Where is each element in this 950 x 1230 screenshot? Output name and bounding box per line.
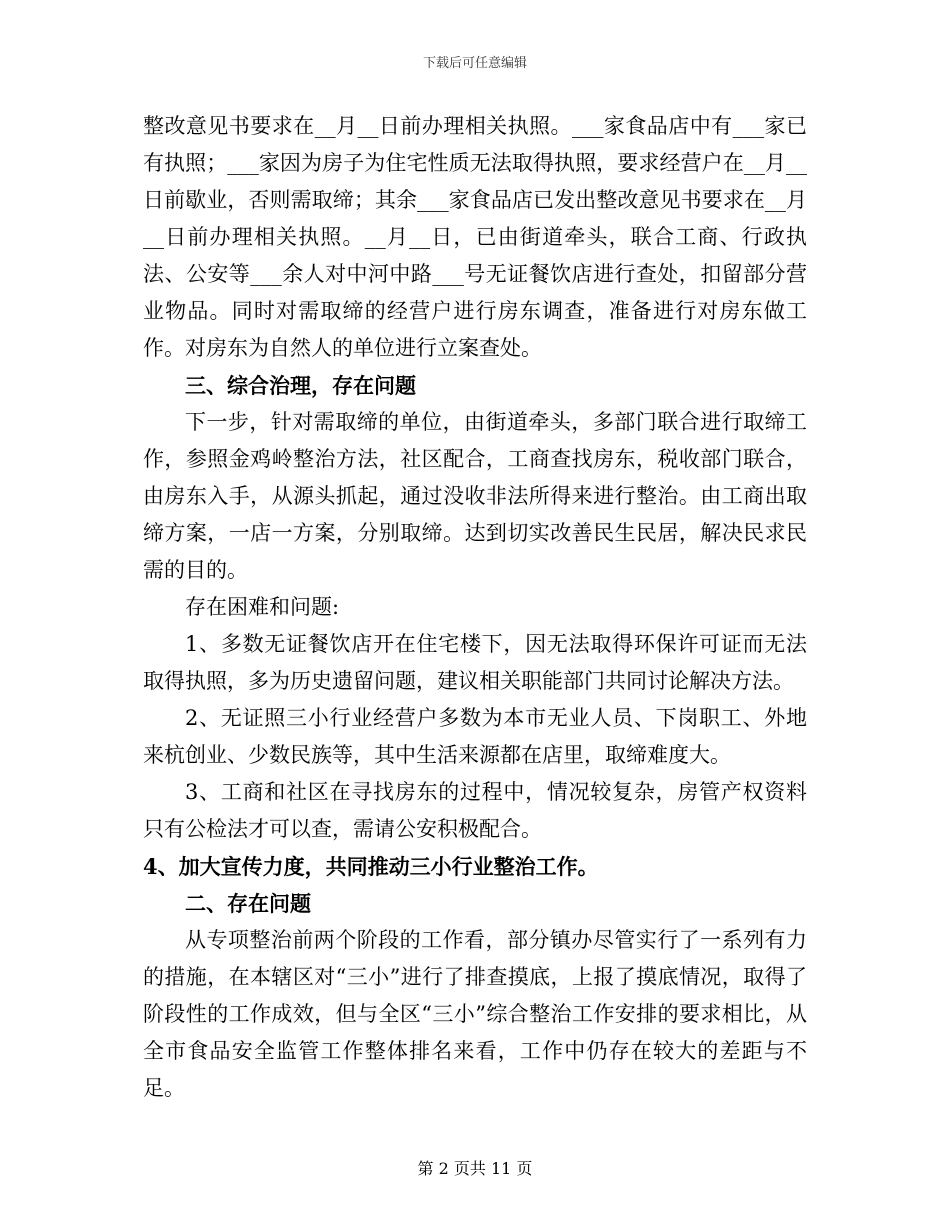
paragraph-existing-problems: 从专项整治前两个阶段的工作看，部分镇办尽管实行了一系列有力的措施，在本辖区对“三小”进行了排查摸底，上报了摸底情况，取得了阶段性的工作成效，但与全区“三小”综合整治工作安排的要求相比，从全市食品安全监管工作整体排名来看，工作中仍存在较大的差距与不足。 — [143, 928, 807, 1100]
paragraph-rectification-status: 整改意见书要求在__月__日前办理相关执照。___家食品店中有___家已有执照；___家因为房子为住宅性质无法取得执照，要求经营户在__月__日前歇业，否则需取缔；其余___家食品店已发出整改意见书要求在__月__日前办理相关执照。__月__日，已由街道牵头，联合工商、行政执法、公安等___余人对中河中路___号无证餐饮店进行查处，扣留部分营业物品。同时对需取缔的经营户进行房东调查，准备进行对房东做工作。对房东为自然人的单位进行立案查处。 — [143, 114, 807, 360]
section-heading-comprehensive-governance: 三、综合治理，存在问题 — [185, 373, 416, 398]
paragraph-next-steps: 下一步，针对需取缔的单位，由街道牵头，多部门联合进行取缔工作，参照金鸡岭整治方法，社区配合，工商查找房东，税收部门联合，由房东入手，从源头抓起，通过没收非法所得来进行整治。由工商出取缔方案，一店一方案，分别取缔。达到切实改善民生民居，解决民求民需的目的。 — [143, 410, 807, 582]
section-heading-existing-problems: 二、存在问题 — [185, 891, 311, 916]
document-body — [143, 108, 807, 1107]
list-item-difficulty-3: 3、工商和社区在寻找房东的过程中，情况较复杂，房管产权资料只有公检法才可以查，需请公安积极配合。 — [143, 780, 807, 841]
paragraph-difficulties-intro: 存在困难和问题: — [185, 595, 340, 619]
list-item-difficulty-2: 2、无证照三小行业经营户多数为本市无业人员、下岗职工、外地来杭创业、少数民族等，其中生活来源都在店里，取缔难度大。 — [143, 706, 807, 767]
section-heading-publicity: 4、加大宣传力度，共同推动三小行业整治工作。 — [143, 854, 599, 879]
page-header: 下载后可任意编辑 — [422, 56, 527, 71]
page-number: 第 2 页共 11 页 — [417, 1159, 533, 1178]
list-item-difficulty-1: 1、多数无证餐饮店开在住宅楼下，因无法取得环保许可证而无法取得执照，多为历史遗留问题，建议相关职能部门共同讨论解决方法。 — [143, 632, 807, 693]
